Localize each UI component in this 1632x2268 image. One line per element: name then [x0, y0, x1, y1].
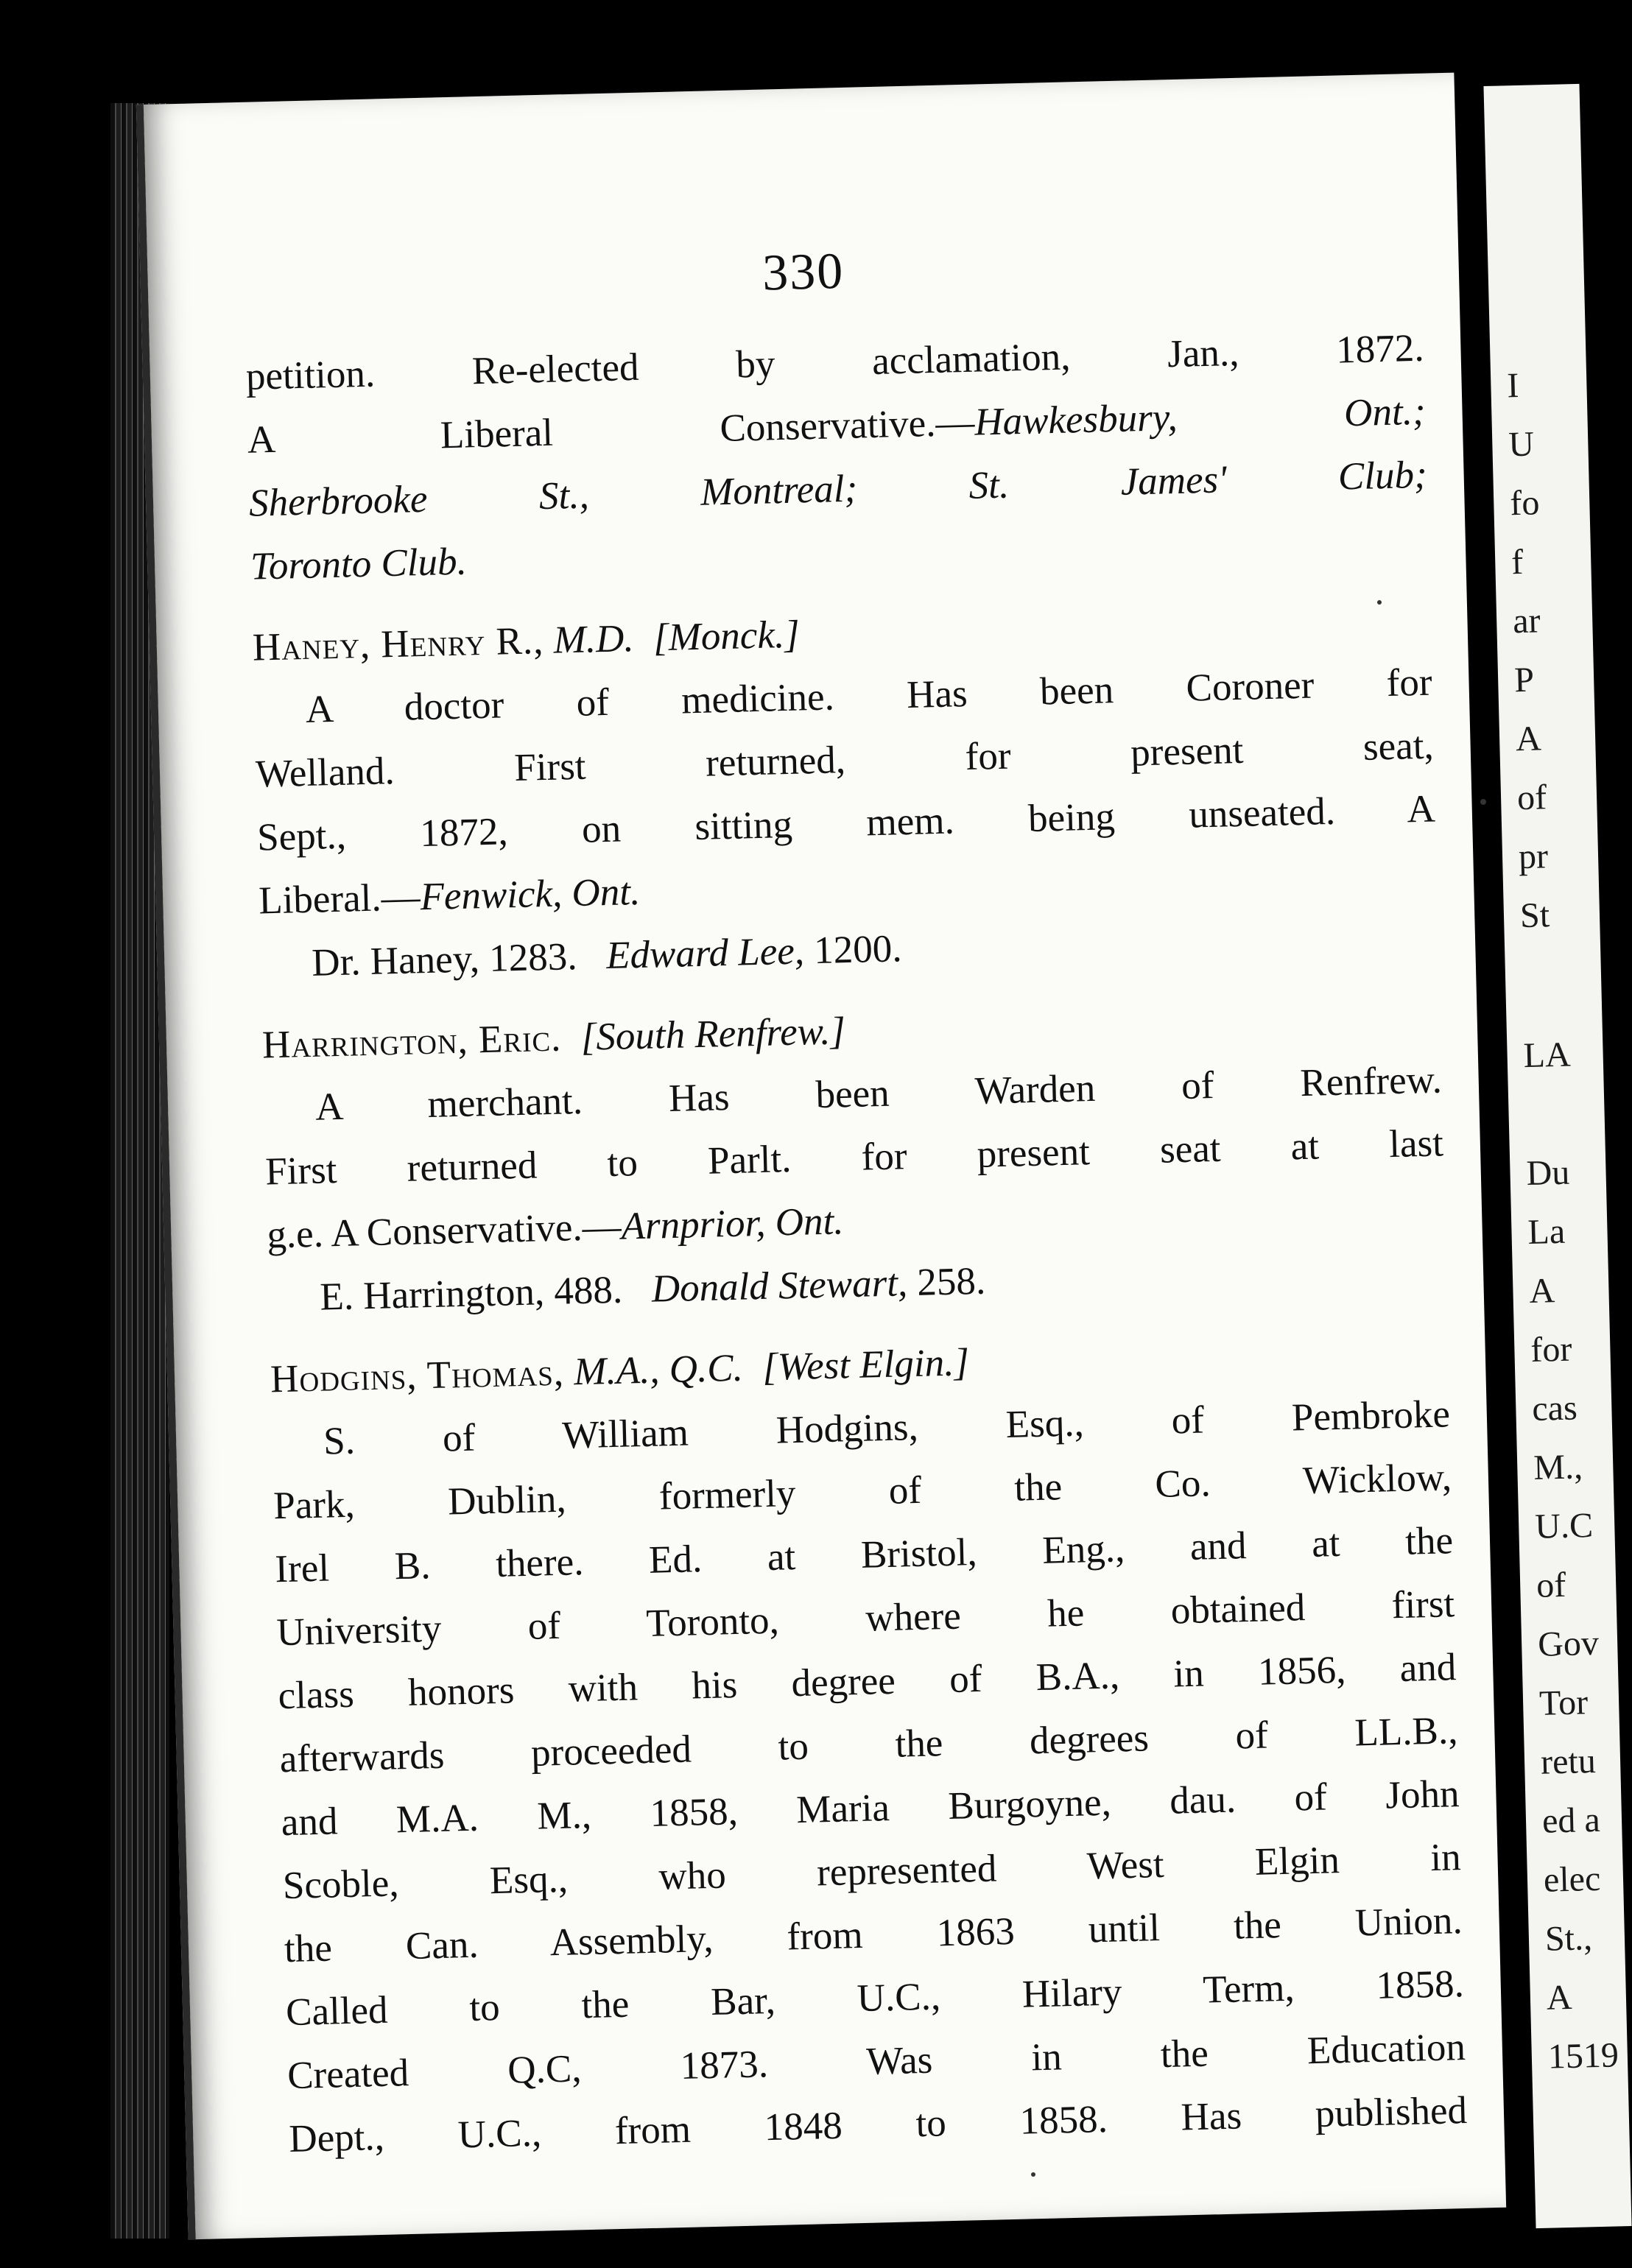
- text-line: University of Toronto, where he obtained first: [275, 1582, 1455, 1655]
- entry-haney: [252, 588, 1439, 996]
- page-body: [245, 317, 1468, 2171]
- entry-hodgins: [270, 1319, 1468, 2171]
- member-constituency: [West Elgin.]: [762, 1341, 970, 1390]
- member-constituency: [Monck.]: [653, 613, 801, 660]
- fragment: U: [1508, 424, 1535, 465]
- fragment: 1519: [1547, 2035, 1619, 2077]
- text-line: petition. Re-elected by acclamation, Jan., 1872.: [245, 326, 1425, 398]
- fragment: LA: [1523, 1035, 1572, 1076]
- print-speck: [1031, 2172, 1035, 2177]
- fragment: A: [1546, 1977, 1573, 2018]
- text-segment: A Liberal Conservative.—: [247, 401, 976, 462]
- print-speck: [1377, 600, 1382, 605]
- vote-winner: Dr. Haney, 1283.: [311, 935, 578, 985]
- fragment: M.,: [1533, 1447, 1583, 1487]
- address-text: Sherbrooke St., Montreal; St. James' Club;: [248, 453, 1428, 525]
- fragment: St.,: [1544, 1918, 1593, 1959]
- text-line: First returned to Parlt. for present seat at last: [264, 1121, 1444, 1194]
- fragment: Gov: [1537, 1623, 1600, 1664]
- fragment: pr: [1518, 837, 1549, 877]
- member-degree: M.A., Q.C.: [573, 1346, 744, 1394]
- text-line: S. of William Hodgins, Esq., of Pembroke: [323, 1392, 1451, 1463]
- fragment: f: [1510, 542, 1524, 582]
- facing-page-edge: [1483, 84, 1631, 2228]
- print-speck: [1480, 799, 1486, 805]
- fragment: U.C: [1534, 1505, 1594, 1546]
- member-name: Hodgins, Thomas,: [270, 1350, 565, 1401]
- entry-harrington: [261, 985, 1447, 1330]
- text-line: Scoble, Esq., who represented West Elgin in: [282, 1836, 1462, 1908]
- address-text: Arnprior, Ont.: [620, 1200, 845, 1248]
- fragment: Tor: [1538, 1683, 1589, 1723]
- text-line: Park, Dublin, formerly of the Co. Wicklow,: [272, 1456, 1452, 1528]
- text-line: afterwards proceeded to the degrees of LL.B.,: [279, 1709, 1459, 1781]
- vote-opponent: Edward Lee,: [605, 929, 805, 978]
- address-text: Toronto Club.: [250, 540, 468, 588]
- text-line: Welland. First returned, for present seat,: [255, 724, 1435, 796]
- member-name: Harrington, Eric.: [261, 1016, 562, 1067]
- member-name: Haney, Henry R.,: [252, 619, 545, 669]
- text-segment: g.e. A Conservative.—: [266, 1205, 622, 1257]
- vote-count: 1200.: [813, 927, 903, 973]
- vote-count: 258.: [916, 1259, 986, 1304]
- fragment: A: [1528, 1271, 1555, 1311]
- text-line: Created Q.C, 1873. Was in the Education: [286, 2025, 1466, 2098]
- text-line: Dept., U.C., from 1848 to 1858. Has published: [288, 2088, 1468, 2161]
- fragment: Du: [1525, 1152, 1570, 1194]
- fragment: ar: [1512, 601, 1541, 641]
- text-line: class honors with his degree of B.A., in 1856, and: [277, 1646, 1457, 1718]
- fragment: for: [1530, 1329, 1573, 1370]
- fragment: La: [1527, 1211, 1566, 1253]
- book-page: [136, 73, 1506, 2240]
- vote-winner: E. Harrington, 488.: [319, 1268, 623, 1319]
- fragment: of: [1516, 778, 1547, 818]
- fragment: cas: [1531, 1388, 1578, 1429]
- fragment: P: [1513, 660, 1535, 700]
- fragment: St: [1519, 895, 1550, 936]
- text-line: A doctor of medicine. Has been Coroner for: [305, 661, 1433, 731]
- fragment: elec: [1543, 1859, 1601, 1900]
- page-number: 330: [762, 242, 845, 302]
- text-line: and M.A. M., 1858, Maria Burgoyne, dau. of John: [281, 1772, 1460, 1845]
- text-line: Called to the Bar, U.C., Hilary Term, 1858.: [285, 1962, 1465, 2035]
- address-text: Fenwick, Ont.: [419, 870, 641, 919]
- fragment: I: [1506, 365, 1520, 406]
- member-degree: M.D.: [552, 617, 635, 662]
- entry-continuation: [245, 317, 1429, 599]
- text-line: Sept., 1872, on sitting mem. being unseated. A: [256, 787, 1436, 859]
- fragment: retu: [1540, 1741, 1597, 1782]
- fragment: ed a: [1541, 1800, 1601, 1841]
- text-segment: Liberal.—: [258, 876, 421, 923]
- vote-opponent: Donald Stewart,: [651, 1261, 908, 1311]
- fragment: of: [1536, 1565, 1566, 1605]
- address-text: Hawkesbury, Ont.;: [974, 390, 1427, 444]
- member-constituency: [South Renfrew.]: [580, 1010, 846, 1059]
- text-line: A merchant. Has been Warden of Renfrew.: [314, 1058, 1443, 1129]
- text-line: Irel B. there. Ed. at Bristol, Eng., and at the: [274, 1519, 1454, 1591]
- fragment: fo: [1509, 483, 1540, 524]
- fragment: A: [1515, 719, 1542, 759]
- text-line: the Can. Assembly, from 1863 until the Union.: [284, 1899, 1463, 1971]
